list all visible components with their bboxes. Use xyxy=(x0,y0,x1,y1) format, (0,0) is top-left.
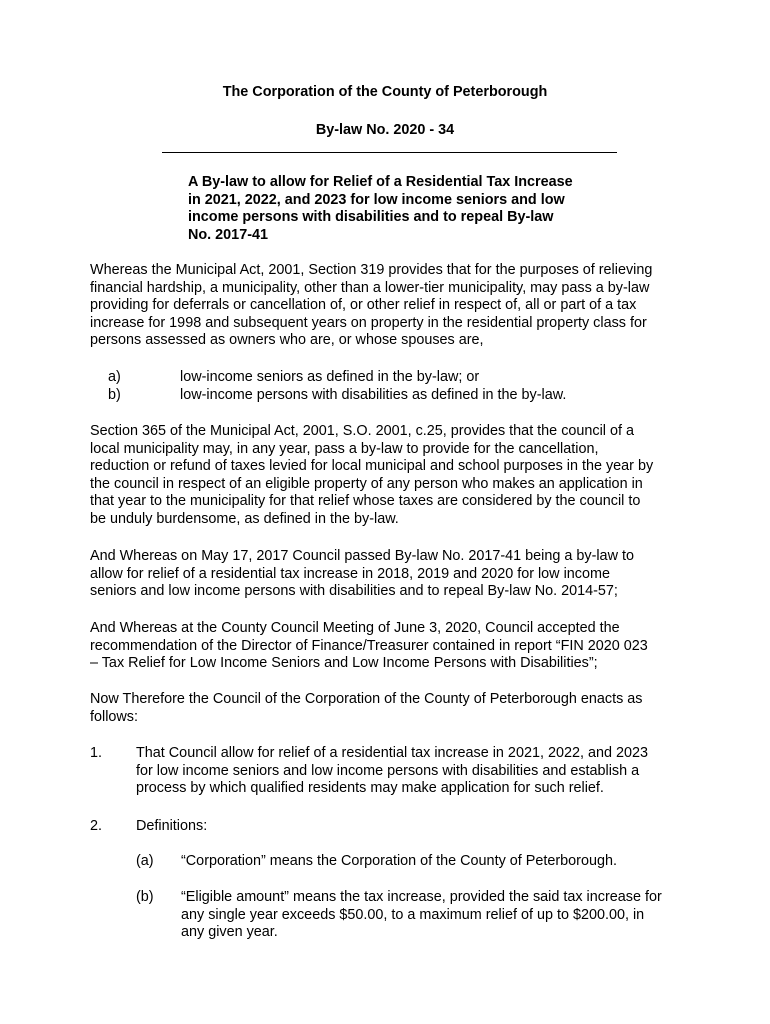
text-line: that year to the municipality for that relief whose taxes are considered by the council to xyxy=(90,493,641,510)
text-line: any given year. xyxy=(181,924,278,941)
section-2-heading: Definitions: xyxy=(136,818,208,834)
text-line: – Tax Relief for Low Income Seniors and Low Income Persons with Disabilities”; xyxy=(90,655,598,672)
text-line: local municipality may, in any year, pass a by-law to provide for the cancellation, xyxy=(90,440,599,457)
section-2-number: 2. xyxy=(90,818,103,834)
definition-b-label: (b) xyxy=(136,889,154,905)
text-line: persons assessed as owners who are, or whose spouses are, xyxy=(90,332,484,349)
list-item-a-label: a) xyxy=(108,369,121,385)
whereas-paragraph-2 xyxy=(90,548,690,601)
section-1-number: 1. xyxy=(90,745,103,761)
text-line: providing for deferrals or cancellation of, or other relief in respect of, all or part of a tax xyxy=(90,297,637,314)
text-line: financial hardship, a municipality, other than a lower-tier municipality, may pass a by-law xyxy=(90,279,650,296)
title-line: No. 2017-41 xyxy=(188,226,268,243)
list-item-a-text: low-income seniors as defined in the by-law; or xyxy=(180,369,480,385)
text-line: follows: xyxy=(90,708,138,725)
definition-a-label: (a) xyxy=(136,853,154,869)
text-line: process by which qualified residents may make application for such relief. xyxy=(136,780,604,797)
whereas-paragraph-3 xyxy=(90,620,690,673)
text-line: And Whereas at the County Council Meeting of June 3, 2020, Council accepted the xyxy=(90,620,620,636)
text-line: seniors and low income persons with disabilities and to repeal By-law No. 2014-57; xyxy=(90,583,618,600)
text-line: “Corporation” means the Corporation of the County of Peterborough. xyxy=(181,853,617,869)
text-line: Section 365 of the Municipal Act, 2001, S.O. 2001, c.25, provides that the council of a xyxy=(90,423,634,439)
enacts-paragraph xyxy=(90,691,690,726)
section-365-paragraph xyxy=(90,423,690,529)
text-line: And Whereas on May 17, 2017 Council passed By-law No. 2017-41 being a by-law to xyxy=(90,548,634,564)
text-line: the council in respect of an eligible property of any person who makes an application in xyxy=(90,475,643,492)
text-line: any single year exceeds $50.00, to a maximum relief of up to $200.00, in xyxy=(181,906,645,923)
text-line: recommendation of the Director of Finance/Treasurer contained in report “FIN 2020 023 xyxy=(90,637,648,654)
text-line: for low income seniors and low income persons with disabilities and establish a xyxy=(136,762,640,779)
text-line: “Eligible amount” means the tax increase, provided the said tax increase for xyxy=(181,889,662,905)
bylaw-number: By-law No. 2020 - 34 xyxy=(315,122,455,138)
definition-a-text xyxy=(181,853,701,871)
text-line: increase for 1998 and subsequent years on property in the residential property class for xyxy=(90,314,647,331)
title-line: in 2021, 2022, and 2023 for low income seniors and low xyxy=(188,191,565,208)
whereas-paragraph-1 xyxy=(90,262,690,350)
text-line: allow for relief of a residential tax increase in 2018, 2019 and 2020 for low income xyxy=(90,565,610,582)
title-line: income persons with disabilities and to repeal By-law xyxy=(188,209,554,225)
heading-divider xyxy=(162,152,617,153)
definition-b-text xyxy=(181,889,701,942)
text-line: Whereas the Municipal Act, 2001, Section 319 provides that for the purposes of relieving xyxy=(90,262,653,278)
section-1-text xyxy=(136,745,696,798)
bylaw-title xyxy=(188,174,608,244)
corporation-heading: The Corporation of the County of Peterborough xyxy=(222,84,548,100)
title-line: A By-law to allow for Relief of a Residential Tax Increase xyxy=(188,174,573,190)
text-line: reduction or refund of taxes levied for local municipal and school purposes in the year by xyxy=(90,458,654,475)
list-item-b-text: low-income persons with disabilities as defined in the by-law. xyxy=(180,387,567,403)
text-line: Now Therefore the Council of the Corporation of the County of Peterborough enacts as xyxy=(90,691,643,707)
text-line: be unduly burdensome, as defined in the by-law. xyxy=(90,510,399,527)
list-item-b-label: b) xyxy=(108,387,121,403)
text-line: That Council allow for relief of a residential tax increase in 2021, 2022, and 2023 xyxy=(136,745,648,761)
